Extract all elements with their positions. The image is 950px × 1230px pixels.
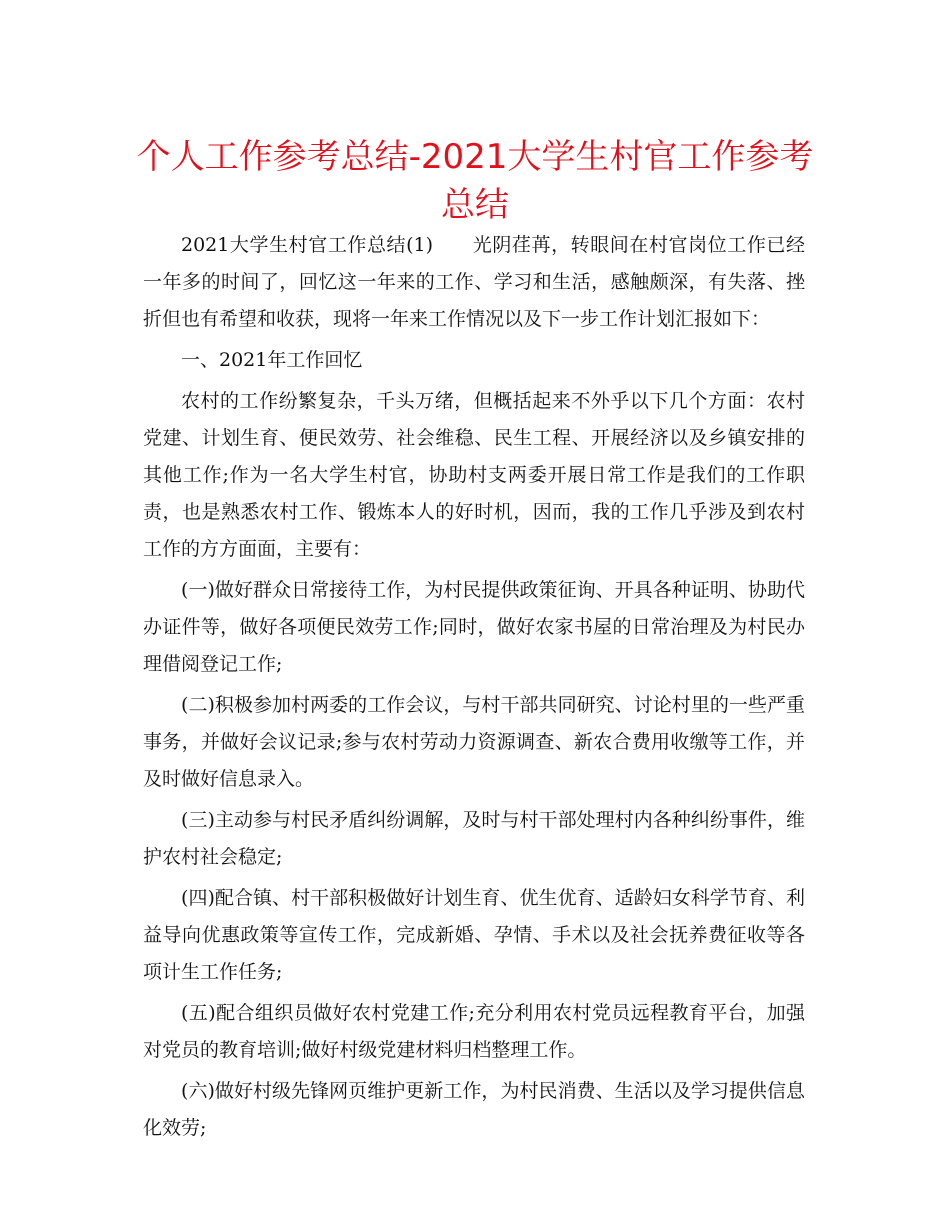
document-title: 个人工作参考总结-2021大学生村官工作参考总结 [136,137,814,225]
work-item-6: (六)做好村级先锋网页维护更新工作，为村民消费、生活以及学习提供信息化效劳; [143,1080,805,1139]
work-item-5: (五)配合组织员做好农村党建工作;充分利用农村党员远程教育平台，加强对党员的教育培训;做好村级党建材料归档整理工作。 [143,1002,805,1061]
overview-paragraph: 农村的工作纷繁复杂，千头万绪，但概括起来不外乎以下几个方面：农村党建、计划生育、便民效劳、社会维稳、民生工程、开展经济以及乡镇安排的其他工作;作为一名大学生村官，协助村支两委开展日常工作是我们的工作职责，也是熟悉农村工作、锻炼本人的好时机，因而，我的工作几乎涉及到农村工作的方方面面，主要有： [143,390,805,560]
section-heading: 一、2021年工作回忆 [181,349,363,371]
work-item-3: (三)主动参与村民矛盾纠纷调解，及时与村干部处理村内各种纠纷事件，维护农村社会稳定; [143,809,805,868]
intro-paragraph: 2021大学生村官工作总结(1) 光阴荏苒，转眼间在村官岗位工作已经一年多的时间了，回忆这一年来的工作、学习和生活，感触颇深，有失落、挫折但也有希望和收获，现将一年来工作情况以及下一步工作计划汇报如下： [143,234,805,330]
work-item-2: (二)积极参加村两委的工作会议，与村干部共同研究、讨论村里的一些严重事务，并做好会议记录;参与农村劳动力资源调查、新农合费用收缴等工作，并及时做好信息录入。 [143,694,805,790]
work-item-4: (四)配合镇、村干部积极做好计划生育、优生优育、适龄妇女科学节育、利益导向优惠政策等宣传工作，完成新婚、孕情、手术以及社会抚养费征收等各项计生工作任务; [143,887,805,983]
work-item-1: (一)做好群众日常接待工作，为村民提供政策征询、开具各种证明、协助代办证件等，做好各项便民效劳工作;同时，做好农家书屋的日常治理及为村民办理借阅登记工作; [143,579,805,675]
document-body [143,227,805,1151]
